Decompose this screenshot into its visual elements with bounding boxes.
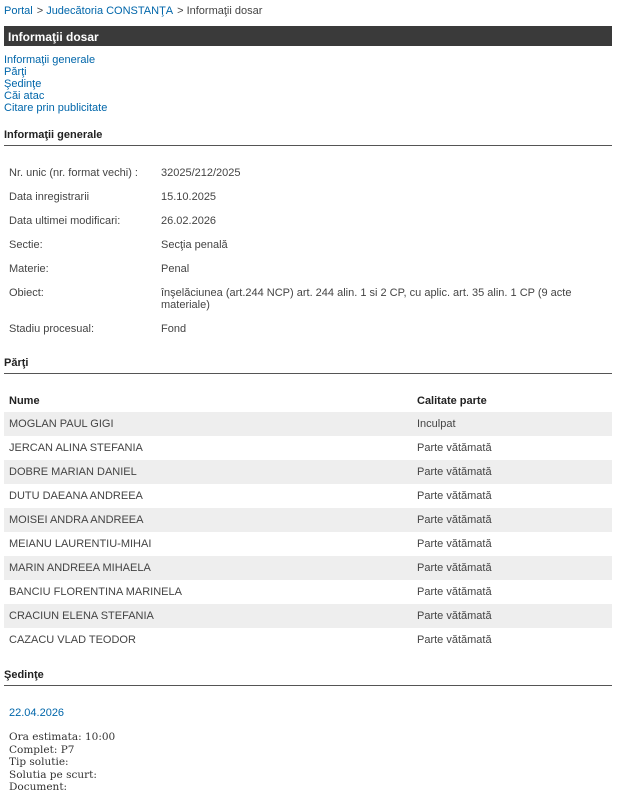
column-header-calitate: Calitate parte xyxy=(417,395,487,407)
party-role: Parte vătămată xyxy=(417,634,492,646)
party-role: Parte vătămată xyxy=(412,508,612,532)
section-heading-parti: Părţi xyxy=(4,357,612,374)
table-row xyxy=(4,508,612,532)
section-heading-general: Informaţii generale xyxy=(4,129,612,146)
info-label: Data ultimei modificari: xyxy=(9,215,121,227)
hearing-detail-line: Complet: P7 xyxy=(9,743,75,756)
party-name: MARIN ANDREEA MIHAELA xyxy=(4,556,412,580)
nav-link-informatii-generale[interactable]: Informaţii generale xyxy=(4,54,96,66)
page-title-bar xyxy=(4,26,612,46)
breadcrumb-current: Informaţii dosar xyxy=(186,5,263,17)
parti-table xyxy=(4,390,612,652)
info-label: Obiect: xyxy=(9,287,44,299)
nav-link-parti[interactable]: Părţi xyxy=(4,66,27,78)
party-role: Inculpat xyxy=(412,412,612,436)
table-row xyxy=(4,532,612,556)
info-label: Materie: xyxy=(9,263,49,275)
info-label: Nr. unic (nr. format vechi) : xyxy=(9,167,138,179)
info-value: Penal xyxy=(161,263,190,275)
hearing-detail-line: Solutia pe scurt: xyxy=(9,768,97,781)
info-value: înşelăciunea (art.244 NCP) art. 244 alin. 1 si 2 CP, cu aplic. art. 35 alin. 1 CP (9 acte materiale) xyxy=(161,287,572,311)
breadcrumb-separator: > xyxy=(36,5,44,17)
hearing-details xyxy=(9,731,115,794)
party-name: JERCAN ALINA STEFANIA xyxy=(9,442,143,454)
info-value: 26.02.2026 xyxy=(161,215,217,227)
column-header-nume: Nume xyxy=(9,395,40,407)
hearing-detail-line: Ora estimata: 10:00 xyxy=(9,731,116,743)
party-role: Parte vătămată xyxy=(412,556,612,580)
nav-link-sedinte[interactable]: Şedinţe xyxy=(4,78,42,90)
table-row xyxy=(4,556,612,580)
hearing-detail-line: Tip solutie: xyxy=(9,756,69,768)
table-row xyxy=(4,436,612,460)
party-role: Parte vătămată xyxy=(417,538,492,550)
party-name: MOISEI ANDRA ANDREEA xyxy=(4,508,412,532)
breadcrumb-separator: > xyxy=(177,5,184,17)
table-header-row xyxy=(4,390,612,412)
info-value: 15.10.2025 xyxy=(161,191,217,203)
nav-link-citare-prin-publicitate[interactable]: Citare prin publicitate xyxy=(4,102,108,114)
nav-link-cai-atac[interactable]: Căi atac xyxy=(4,90,45,102)
party-role: Parte vătămată xyxy=(417,442,492,454)
party-role: Parte vătămată xyxy=(417,586,492,598)
info-label: Data inregistrarii xyxy=(9,191,90,203)
party-name: BANCIU FLORENTINA MARINELA xyxy=(9,586,182,598)
breadcrumb-portal-link[interactable]: Portal xyxy=(4,5,33,17)
section-heading-sedinte: Şedinţe xyxy=(4,669,612,686)
info-value: Secţia penală xyxy=(161,239,228,251)
table-row xyxy=(4,580,612,604)
table-row xyxy=(4,460,612,484)
table-row xyxy=(4,484,612,508)
hearing-detail-line: Document: xyxy=(9,781,68,793)
info-value: 32025/212/2025 xyxy=(161,167,241,179)
section-nav xyxy=(4,54,107,114)
party-name: DUTU DAEANA ANDREEA xyxy=(9,490,143,502)
info-label: Sectie: xyxy=(9,239,43,251)
table-row xyxy=(4,628,612,652)
party-role: Parte vătămată xyxy=(417,490,492,502)
party-name: DOBRE MARIAN DANIEL xyxy=(4,460,412,484)
party-role: Parte vătămată xyxy=(412,604,612,628)
party-role: Parte vătămată xyxy=(412,460,612,484)
breadcrumb xyxy=(4,5,262,17)
breadcrumb-court-link[interactable]: Judecătoria CONSTANŢA xyxy=(46,5,174,17)
info-value: Fond xyxy=(161,323,187,335)
page-title: Informaţii dosar xyxy=(8,30,99,44)
party-name: CAZACU VLAD TEODOR xyxy=(9,634,136,646)
info-label: Stadiu procesual: xyxy=(9,323,94,335)
party-name: CRACIUN ELENA STEFANIA xyxy=(4,604,412,628)
hearing-date-link[interactable]: 22.04.2026 xyxy=(9,707,65,719)
table-row xyxy=(4,412,612,436)
hearing-entry xyxy=(9,707,116,793)
table-row xyxy=(4,604,612,628)
party-name: MEIANU LAURENTIU-MIHAI xyxy=(9,538,152,550)
party-name: MOGLAN PAUL GIGI xyxy=(4,412,412,436)
